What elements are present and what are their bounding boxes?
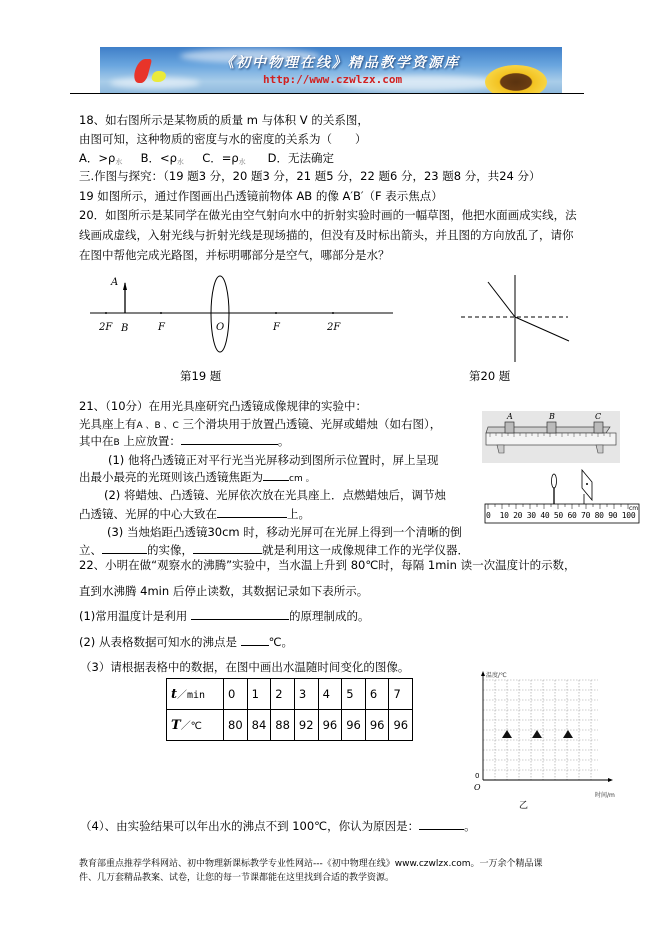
label-a: A — [111, 277, 119, 288]
table-cell: 84 — [247, 710, 271, 741]
graph-origin: O — [474, 783, 481, 792]
q18-line1: 18、如右图所示是某物质的质量 m 与体积 V 的关系图， — [79, 113, 369, 127]
option-d: D．无法确定 — [267, 151, 334, 165]
answer-blank-reason[interactable] — [419, 818, 464, 830]
banner-title: 《初中物理在线》精品教学资源库 — [220, 55, 460, 71]
answer-blank-focal[interactable] — [263, 469, 289, 481]
label-b: B — [121, 323, 129, 334]
table-cell: 2 — [271, 679, 295, 710]
optical-bench-figure — [482, 411, 620, 463]
q20-line3: 在图中帮他完成光路图，并标明哪部分是空气，哪部分是水？ — [79, 248, 390, 262]
fig19-caption: 第19 题 — [180, 369, 222, 383]
q21-line1: 21、（10分）在用光具座研究凸透镜成像规律的实验中： — [79, 399, 368, 413]
table-row-temp — [167, 710, 413, 741]
table-cell: 3 — [294, 679, 318, 710]
footer-line2: 件、几万套精品教案、试卷，让您的每一节课都能在这里找到合适的教学资源。 — [79, 873, 395, 883]
table-cell: 0 — [224, 679, 248, 710]
section3-heading: 三.作图与探究：（19 题3 分，20 题3 分，21 题5 分，22 题6 分，23 题8 分，共24 分） — [79, 169, 541, 183]
label-2f-right: 2F — [327, 322, 341, 333]
q21-line2: 光具座上有A 、B 、C 三个滑块用于放置凸透镜、光屏或蜡烛（如右图）， — [79, 417, 442, 431]
graph-x-label: 时间/m — [595, 792, 615, 799]
table-cell: 96 — [365, 710, 389, 741]
slider-a-label: A — [507, 412, 513, 421]
lens-diagram — [80, 270, 410, 390]
table-cell: 5 — [342, 679, 366, 710]
q22-line1: 22、小明在做“观察水的沸腾”实验中，当水温上升到 80℃时，每隔 1min 读一次温度计的示数， — [79, 558, 576, 572]
answer-blank-instrument[interactable] — [193, 542, 262, 554]
temperature-table — [166, 678, 413, 741]
q20-line2: 线画成虚线，入射光线与折射光线是现场描的，但没有及时标出箭头，并且图的方向放乱了，请你 — [79, 228, 574, 242]
table-cell: 92 — [294, 710, 318, 741]
label-o: O — [216, 322, 225, 333]
sunflower-icon — [485, 65, 547, 93]
table-row-time — [167, 679, 413, 710]
q22-line2: 直到水沸腾 4min 后停止读数，其数据记录如下表所示。 — [79, 584, 369, 598]
q22-p1: (1)常用温度计是利用 的原理制成的。 — [79, 609, 370, 623]
graph-point-marker — [532, 730, 542, 738]
ruler-unit: cm — [629, 505, 639, 512]
graph-zero: 0 — [475, 772, 480, 780]
header-divider — [70, 93, 584, 94]
table-cell: 6 — [365, 679, 389, 710]
table-cell: 80 — [224, 710, 248, 741]
q21-p3-line2: 立、 的实像， 就是利用这一成像规律工作的光学仪器． — [79, 543, 469, 557]
graph-point-marker — [502, 730, 512, 738]
ruler-scale: 0 10 20 30 40 50 60 70 80 90 100 — [486, 511, 636, 520]
option-a: A．$>\rho_水$ — [79, 151, 123, 166]
graph-point-marker — [563, 730, 573, 738]
q22-p4: （4）、由实验结果可以年出水的沸点不到 100℃，你认为原因是： 。 — [80, 819, 476, 833]
q22-p3: （3）请根据表格中的数据，在图中画出水温随时间变化的图像。 — [80, 660, 410, 674]
header-banner — [100, 47, 562, 93]
table-header-temp: T／℃ — [167, 710, 224, 741]
table-cell: 96 — [389, 710, 413, 741]
table-cell: 96 — [342, 710, 366, 741]
q21-p2-line1: (2) 将蜡烛、凸透镜、光屏依次放在光具座上．点燃蜡烛后，调节烛 — [104, 488, 446, 502]
banner-url[interactable]: http://www.czwlzx.com — [263, 73, 403, 86]
slider-c-label: C — [595, 412, 602, 421]
q21-p2-line2: 凸透镜、光屏的中心大致在 上。 — [79, 507, 310, 521]
q21-p1-line2: 出最小最亮的光斑则该凸透镜焦距为 cm 。 — [79, 470, 315, 484]
refraction-diagram — [455, 270, 595, 365]
fig20-caption: 第20 题 — [469, 369, 511, 383]
answer-blank-boiling-point[interactable] — [241, 634, 269, 646]
q20-line1: 20．如图所示是某同学在做光由空气射向水中的折射实验时画的一幅草图，他把水面画成实线，法 — [79, 208, 577, 222]
q22-p2: (2) 从表格数据可知水的沸点是 ℃。 — [79, 635, 294, 649]
label-2f-left: 2F — [99, 322, 113, 333]
table-cell: 1 — [247, 679, 271, 710]
answer-blank-image-size[interactable] — [102, 542, 147, 554]
graph-y-label: 温度/℃ — [486, 672, 507, 679]
option-c: C．$=\rho_水$ — [202, 151, 246, 166]
answer-blank-center[interactable] — [217, 506, 287, 518]
table-cell: 88 — [271, 710, 295, 741]
answer-blank-b[interactable] — [181, 433, 278, 445]
option-b: B．$<\rho_水$ — [140, 151, 184, 166]
temperature-graph[interactable] — [458, 670, 614, 810]
table-header-time: t／min — [167, 679, 224, 710]
label-f-right: F — [273, 322, 280, 333]
answer-blank-principle[interactable] — [191, 608, 289, 620]
q18-line2: 由图可知，这种物质的密度与水的密度的关系为（ ） — [79, 132, 367, 146]
label-f-left: F — [158, 322, 165, 333]
ruler-figure — [484, 466, 640, 528]
footer-line1: 教育部重点推荐学科网站、初中物理新课标教学专业性网站---《初中物理在线》www.czwlzx.com。一万余个精品课 — [79, 859, 543, 869]
table-cell: 7 — [389, 679, 413, 710]
table-cell: 96 — [318, 710, 342, 741]
q21-line3: 其中在B 上应放置： 。 — [79, 434, 290, 448]
q21-p3-line1: (3) 当烛焰距凸透镜30cm 时，移动光屏可在光屏上得到一个清晰的倒 — [107, 525, 462, 539]
graph-caption: 乙 — [519, 801, 529, 811]
q18-options — [79, 150, 334, 167]
q19-text: 19 如图所示，通过作图画出凸透镜前物体 AB 的像 A′B′（F 表示焦点） — [79, 189, 443, 203]
slider-b-label: B — [549, 412, 555, 421]
table-cell: 4 — [318, 679, 342, 710]
q21-p1-line1: (1) 他将凸透镜正对平行光当光屏移动到图所示位置时，屏上呈现 — [108, 453, 439, 467]
